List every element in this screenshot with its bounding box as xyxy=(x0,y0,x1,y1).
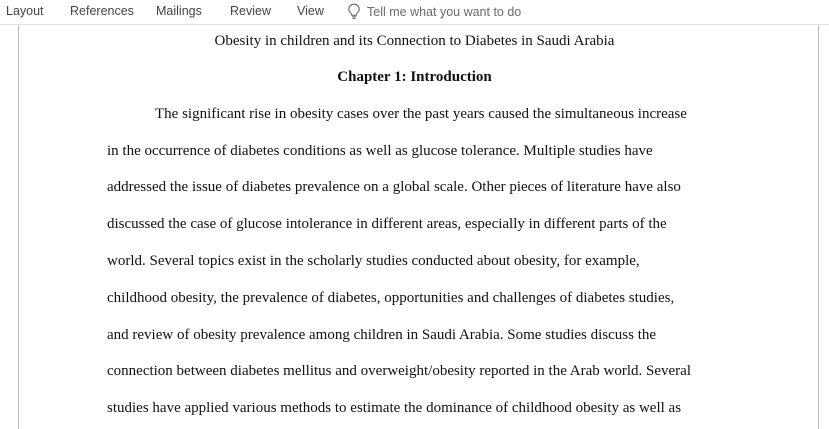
document-title: Obesity in children and its Connection to Diabetes in Saudi Arabia xyxy=(214,33,615,49)
tab-view[interactable]: View xyxy=(297,4,324,18)
paragraph-line: studies have applied various methods to estimate the dominance of childhood obesity as well as xyxy=(107,400,682,416)
tell-me-placeholder: Tell me what you want to do xyxy=(367,4,522,19)
tab-layout[interactable]: Layout xyxy=(6,4,44,18)
tab-references[interactable]: References xyxy=(70,4,134,18)
ribbon-tab-bar xyxy=(0,0,829,25)
lightbulb-icon xyxy=(347,3,361,20)
paragraph-line: discussed the case of glucose intolerance in different areas, especially in different parts of the xyxy=(107,216,667,232)
paragraph-line: in the occurrence of diabetes conditions as well as glucose tolerance. Multiple studies have xyxy=(107,143,653,159)
tell-me-search[interactable] xyxy=(347,3,521,20)
paragraph-line: childhood obesity, the prevalence of diabetes, opportunities and challenges of diabetes studies, xyxy=(107,290,675,306)
paragraph-line: addressed the issue of diabetes prevalence on a global scale. Other pieces of literature have also xyxy=(107,179,681,195)
paragraph-line: world. Several topics exist in the scholarly studies conducted about obesity, for example, xyxy=(107,253,640,269)
paragraph-line: and review of obesity prevalence among children in Saudi Arabia. Some studies discuss the xyxy=(107,327,657,343)
chapter-heading: Chapter 1: Introduction xyxy=(337,69,492,85)
tab-mailings[interactable]: Mailings xyxy=(156,4,202,18)
tab-review[interactable]: Review xyxy=(230,4,271,18)
paragraph-line: The significant rise in obesity cases over the past years caused the simultaneous increase xyxy=(155,106,687,122)
paragraph-line: connection between diabetes mellitus and overweight/obesity reported in the Arab world. Several xyxy=(107,363,691,379)
